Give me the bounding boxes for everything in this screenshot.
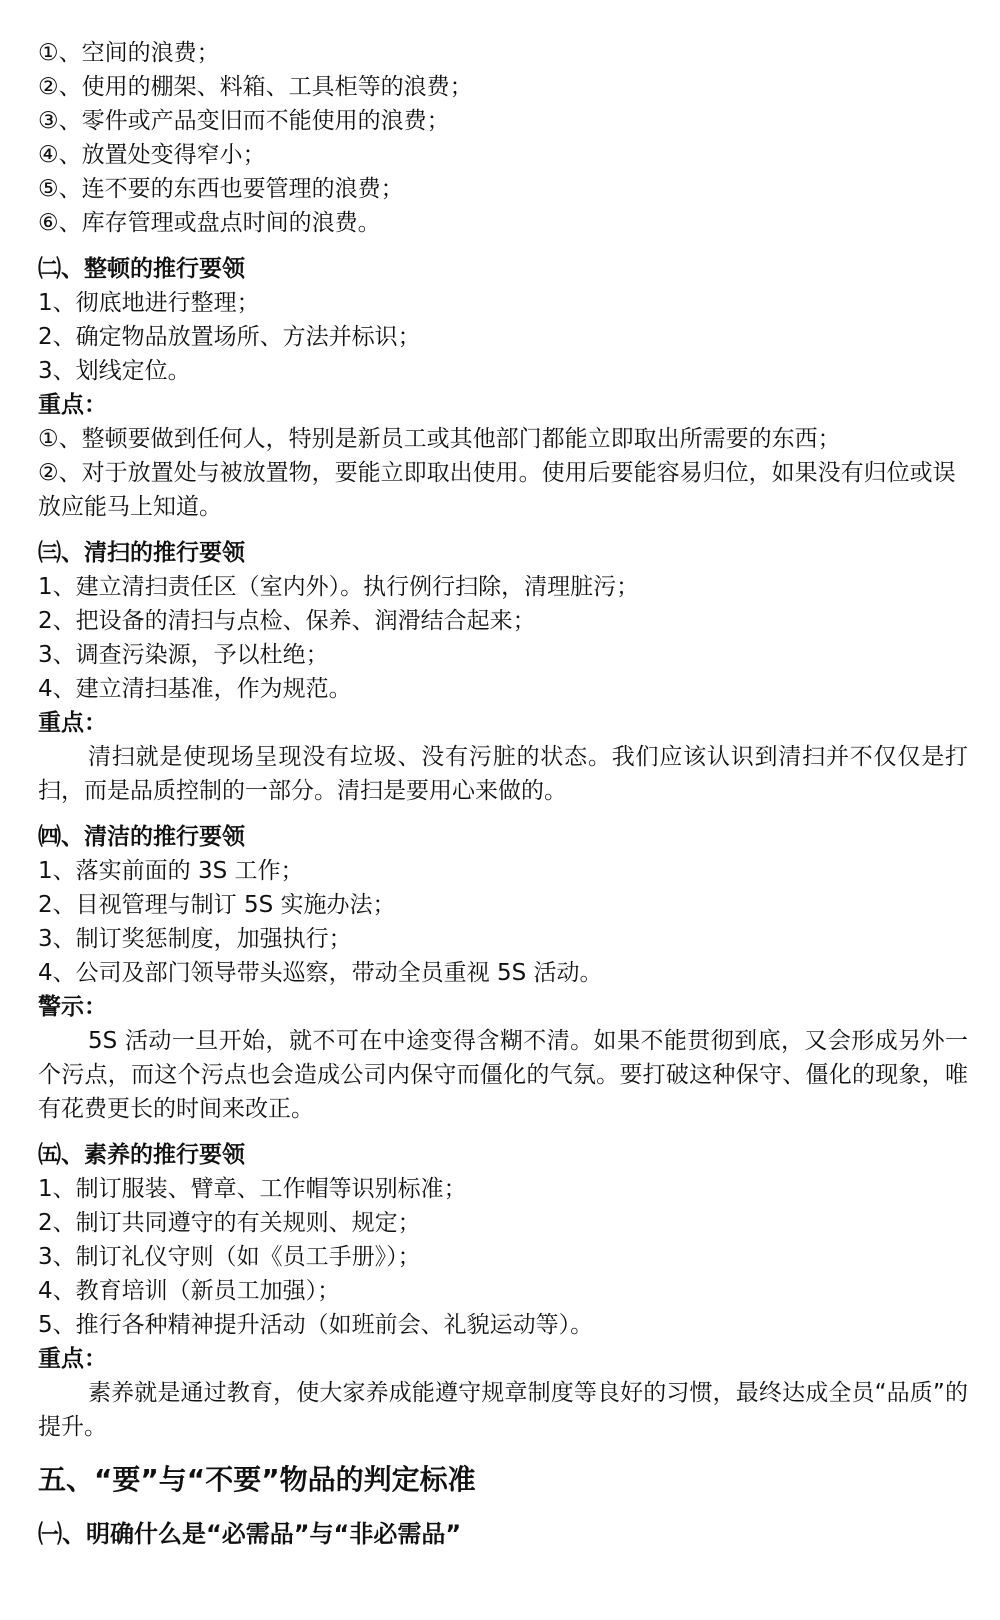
list-item: ④、放置处变得窄小； bbox=[38, 142, 266, 168]
list-item: ③、零件或产品变旧而不能使用的浪费； bbox=[38, 108, 450, 134]
list-item: 4、建立清扫基准，作为规范。 bbox=[38, 676, 352, 702]
section-five bbox=[38, 1458, 968, 1554]
warning-paragraph: 5S 活动一旦开始，就不可在中途变得含糊不清。如果不能贯彻到底，又会形成另外一个污点，而这个污点也会造成公司内保守而僵化的气氛。要打破这种保守、僵化的现象，唯有花费更长的时间来改正。 bbox=[38, 1028, 968, 1122]
list-item: ⑤、连不要的东西也要管理的浪费； bbox=[38, 176, 404, 202]
list-item: 1、彻底地进行整理； bbox=[38, 290, 260, 316]
list-item: 3、划线定位。 bbox=[38, 358, 191, 384]
section-heading: ㈢、清扫的推行要领 bbox=[38, 540, 245, 566]
seiton-section bbox=[38, 252, 968, 524]
key-label: 重点： bbox=[38, 392, 107, 418]
list-item: 4、公司及部门领导带头巡察，带动全员重视 5S 活动。 bbox=[38, 960, 603, 986]
document-page bbox=[38, 36, 968, 1554]
list-item: 3、调查污染源，予以杜绝； bbox=[38, 642, 329, 668]
list-item: 3、制订奖惩制度，加强执行； bbox=[38, 926, 352, 952]
section-heading: ㈤、素养的推行要领 bbox=[38, 1142, 245, 1168]
list-item: 2、把设备的清扫与点检、保养、润滑结合起来； bbox=[38, 608, 536, 634]
list-item: 2、制订共同遵守的有关规则、规定； bbox=[38, 1210, 421, 1236]
key-point: ②、对于放置处与被放置物，要能立即取出使用。使用后要能容易归位，如果没有归位或误放应能马上知道。 bbox=[38, 460, 956, 520]
seiketsu-section bbox=[38, 820, 968, 1126]
list-item: 1、制订服装、臂章、工作帽等识别标准； bbox=[38, 1176, 467, 1202]
list-item: 1、建立清扫责任区（室内外）。执行例行扫除，清理脏污； bbox=[38, 574, 640, 600]
warning-label: 警示： bbox=[38, 994, 107, 1020]
list-item: ①、空间的浪费； bbox=[38, 40, 220, 66]
list-item: 5、推行各种精神提升活动（如班前会、礼貌运动等）。 bbox=[38, 1312, 594, 1338]
section-heading: ㈣、清洁的推行要领 bbox=[38, 824, 245, 850]
key-label: 重点： bbox=[38, 1346, 107, 1372]
list-item: 4、教育培训（新员工加强）； bbox=[38, 1278, 341, 1304]
chapter-title: 五、“要”与“不要”物品的判定标准 bbox=[38, 1463, 476, 1496]
section-heading: ㈠、明确什么是“必需品”与“非必需品” bbox=[38, 1520, 462, 1548]
key-paragraph: 清扫就是使现场呈现没有垃圾、没有污脏的状态。我们应该认识到清扫并不仅仅是打扫，而是品质控制的一部分。清扫是要用心来做的。 bbox=[38, 744, 968, 804]
key-paragraph: 素养就是通过教育，使大家养成能遵守规章制度等良好的习惯，最终达成全员“品质”的提升。 bbox=[38, 1380, 968, 1440]
list-item: ⑥、库存管理或盘点时间的浪费。 bbox=[38, 210, 381, 236]
list-item: 2、确定物品放置场所、方法并标识； bbox=[38, 324, 421, 350]
key-point: ①、整顿要做到任何人，特别是新员工或其他部门都能立即取出所需要的东西； bbox=[38, 426, 841, 452]
section-heading: ㈡、整顿的推行要领 bbox=[38, 256, 245, 282]
seiso-section bbox=[38, 536, 968, 808]
list-item: 1、落实前面的 3S 工作； bbox=[38, 858, 304, 884]
list-item: 3、制订礼仪守则（如《员工手册》）； bbox=[38, 1244, 421, 1270]
waste-list bbox=[38, 36, 968, 240]
list-item: 2、目视管理与制订 5S 实施办法； bbox=[38, 892, 396, 918]
key-label: 重点： bbox=[38, 710, 107, 736]
list-item: ②、使用的棚架、料箱、工具柜等的浪费； bbox=[38, 74, 473, 100]
shitsuke-section bbox=[38, 1138, 968, 1444]
